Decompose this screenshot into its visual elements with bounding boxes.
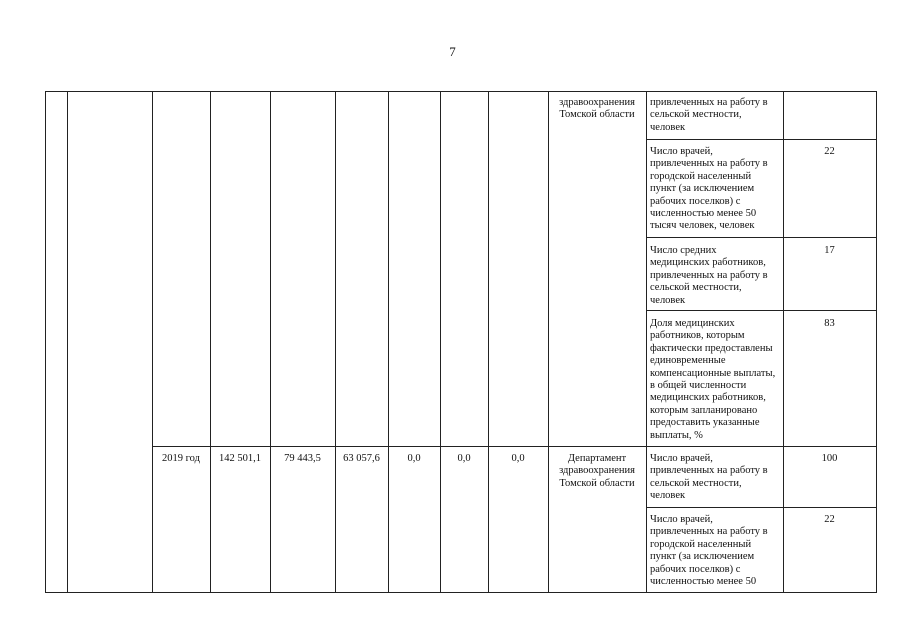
amount-cell: 0,0	[511, 453, 525, 464]
indicator-value: 100	[821, 453, 838, 464]
table-border	[45, 91, 46, 593]
table-border	[45, 91, 877, 92]
table-border	[488, 91, 489, 593]
indicator-cell: Число врачей, привлеченных на работу в городской населенный пункт (за исключением рабочих поселков) с численностью менее 50	[650, 514, 768, 588]
indicator-value: 22	[824, 514, 835, 525]
program-table	[45, 91, 877, 593]
table-row-divider	[152, 446, 877, 447]
table-row-divider	[646, 507, 877, 508]
indicator-cell: Число врачей, привлеченных на работу в городской населенный пункт (за исключением рабочих поселков) с численностью менее 50 тысяч человек, человек	[650, 146, 768, 232]
indicator-cell: Число врачей, привлеченных на работу в сельской местности, человек	[650, 453, 768, 502]
table-row-divider	[646, 139, 877, 140]
year-cell: 2019 год	[162, 453, 200, 464]
table-border	[45, 592, 877, 593]
indicator-value: 83	[824, 318, 835, 329]
table-border	[548, 91, 549, 593]
indicator-cell: Доля медицинских работников, которым фактически предоставлены единовременные компенсационные выплаты, в общей численности медицинских работников, которым запланировано предоставить указанные выплаты, %	[650, 318, 776, 441]
indicator-cell: привлеченных на работу в сельской местности, человек	[650, 97, 768, 133]
executor-cell: здравоохранения Томской области	[559, 97, 635, 121]
table-border	[388, 91, 389, 593]
table-border	[210, 91, 211, 593]
table-border	[646, 91, 647, 593]
amount-cell: 0,0	[457, 453, 471, 464]
executor-cell: Департамент здравоохранения Томской области	[559, 453, 635, 489]
table-border	[67, 91, 68, 593]
indicator-value: 17	[824, 245, 835, 256]
indicator-value: 22	[824, 146, 835, 157]
amount-cell: 63 057,6	[343, 453, 380, 464]
page-number: 7	[449, 44, 456, 59]
table-row-divider	[646, 310, 877, 311]
table-border	[270, 91, 271, 593]
amount-cell: 142 501,1	[219, 453, 261, 464]
table-border	[152, 91, 153, 593]
table-border	[440, 91, 441, 593]
indicator-cell: Число средних медицинских работников, привлеченных на работу в сельской местности, человек	[650, 245, 768, 306]
amount-cell: 0,0	[407, 453, 421, 464]
amount-cell: 79 443,5	[284, 453, 321, 464]
table-border	[876, 91, 877, 593]
table-row-divider	[646, 237, 877, 238]
table-border	[335, 91, 336, 593]
